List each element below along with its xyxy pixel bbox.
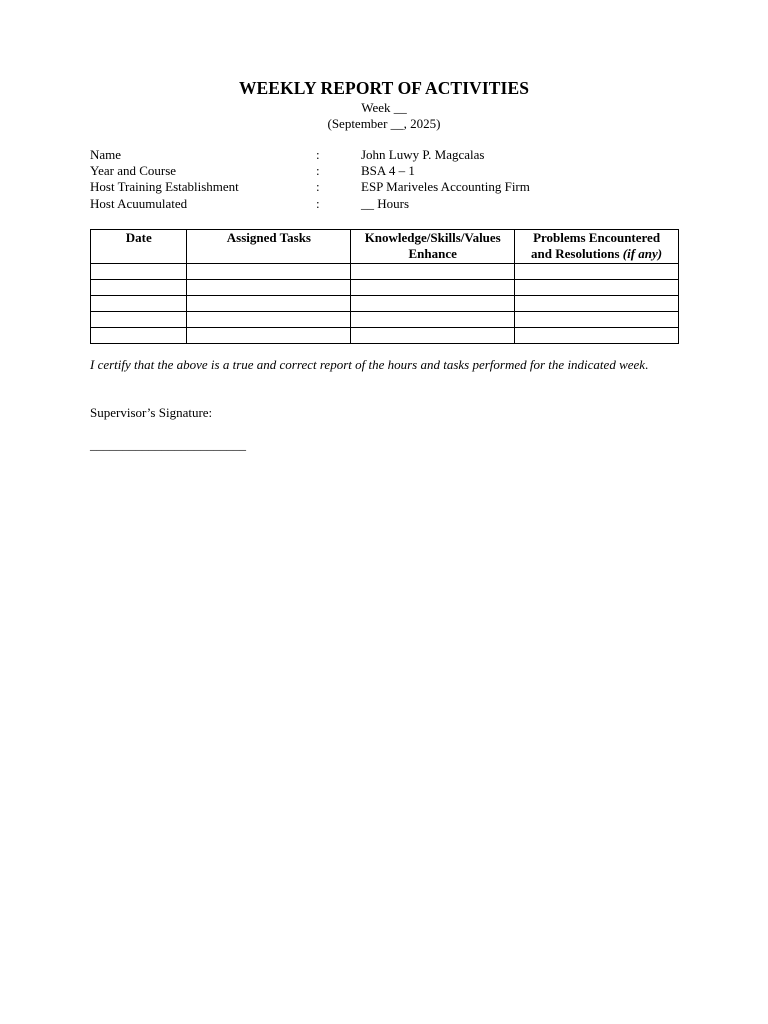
info-value: __ Hours xyxy=(361,195,410,211)
table-cell[interactable] xyxy=(187,296,351,312)
info-row-name xyxy=(90,147,680,163)
info-colon: : xyxy=(316,179,320,195)
header-knowledge-line2: Enhance xyxy=(408,246,457,261)
table-cell[interactable] xyxy=(515,328,679,344)
table-header-row xyxy=(91,230,679,264)
column-header-knowledge xyxy=(351,230,515,264)
header-date-text: Date xyxy=(125,230,152,245)
column-header-date xyxy=(91,230,187,264)
header-problems-line2: and Resolutions xyxy=(531,246,623,261)
column-header-problems xyxy=(515,230,679,264)
info-colon: : xyxy=(316,163,320,179)
info-label: Host Acuumulated xyxy=(90,195,188,211)
header-problems-line1: Problems Encountered xyxy=(533,230,661,245)
info-label: Year and Course xyxy=(90,163,177,179)
week-number: Week __ xyxy=(361,100,407,115)
table-cell[interactable] xyxy=(91,328,187,344)
supervisor-signature-label: Supervisor’s Signature: xyxy=(90,405,213,420)
table-cell[interactable] xyxy=(515,296,679,312)
table-cell[interactable] xyxy=(515,312,679,328)
table-cell[interactable] xyxy=(351,280,515,296)
table-row xyxy=(91,264,679,280)
info-label: Host Training Establishment xyxy=(90,179,239,195)
info-colon: : xyxy=(316,147,320,162)
table-cell[interactable] xyxy=(187,264,351,280)
table-row xyxy=(91,280,679,296)
table-cell[interactable] xyxy=(187,312,351,328)
table-row xyxy=(91,328,679,344)
table-cell[interactable] xyxy=(351,328,515,344)
table-cell[interactable] xyxy=(91,264,187,280)
column-header-tasks xyxy=(187,230,351,264)
table-cell[interactable] xyxy=(91,280,187,296)
date-range: (September __, 2025) xyxy=(327,116,441,131)
info-value: John Luwy P. Magcalas xyxy=(361,147,485,162)
header-tasks-text: Assigned Tasks xyxy=(226,230,311,245)
table-cell[interactable] xyxy=(515,280,679,296)
activities-table xyxy=(90,229,679,344)
signature-line[interactable]: ________________________ xyxy=(90,437,246,452)
info-row-host-establishment xyxy=(90,179,680,195)
table-cell[interactable] xyxy=(515,264,679,280)
report-title: WEEKLY REPORT OF ACTIVITIES xyxy=(238,78,530,98)
certification-text: I certify that the above is a true and correct report of the hours and tasks performed for the indicated week xyxy=(90,357,646,372)
table-cell[interactable] xyxy=(351,312,515,328)
info-row-hours xyxy=(90,196,680,212)
table-cell[interactable] xyxy=(91,312,187,328)
table-cell[interactable] xyxy=(91,296,187,312)
trainee-info xyxy=(90,147,680,212)
table-cell[interactable] xyxy=(351,296,515,312)
info-label: Name xyxy=(90,147,122,162)
certification-period: . xyxy=(645,357,649,372)
info-value: ESP Mariveles Accounting Firm xyxy=(361,179,530,195)
certification-statement xyxy=(90,357,676,374)
table-cell[interactable] xyxy=(187,280,351,296)
header-knowledge-line1: Knowledge/Skills/Values xyxy=(364,230,501,245)
table-cell[interactable] xyxy=(351,264,515,280)
table-cell[interactable] xyxy=(187,328,351,344)
info-value: BSA 4 – 1 xyxy=(361,163,415,179)
info-colon: : xyxy=(316,195,320,211)
table-row xyxy=(91,312,679,328)
header-problems-italic: (if any) xyxy=(622,246,663,261)
table-row xyxy=(91,296,679,312)
info-row-year-course xyxy=(90,163,680,179)
